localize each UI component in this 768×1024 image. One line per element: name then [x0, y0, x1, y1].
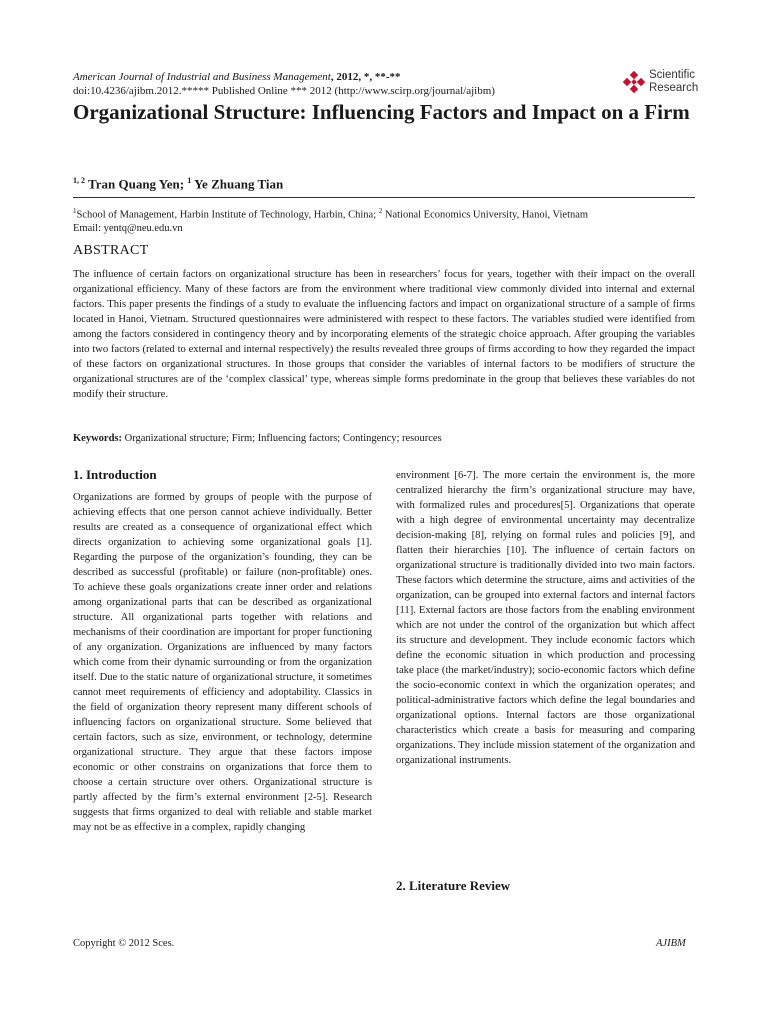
footer-journal-abbr: AJIBM	[656, 938, 686, 949]
author2-name: Ye Zhuang Tian	[191, 176, 284, 192]
publisher-line1: Scientific	[649, 69, 696, 81]
author1-affil-sup: 1, 2	[73, 176, 85, 185]
header-divider	[73, 197, 695, 198]
scirp-logo-icon	[621, 71, 647, 97]
affil2-sup: 2	[378, 207, 383, 215]
affiliation-line	[73, 205, 695, 222]
abstract-heading: ABSTRACT	[73, 243, 149, 258]
journal-name: American Journal of Industrial and Business Management	[73, 71, 331, 83]
abstract-text: The influence of certain factors on organizational structure has been in researchers’ focus for years, together with their impact on the overall organizational efficiency. Many of these factors are from the environment where traditional view commonly divided into internal and external factors. This paper presents the findings of a study to evaluate the influencing factors and impact on organizational structure of a sample of firms located in Hanoi, Vietnam. Structured questionnaires were administered with respect to these factors. The variables studied were identified from among the factors considered in contingency theory and by incorporating elements of the strategic choice approach. After grouping the variables into two factors (related to external and internal respectively) the results revealed three groups of firms according to how they regarded the impact of these factors on organizational structures. In those groups that consider the variables of internal factors to be modifiers of structure the organizational structures are of the ‘complex classical’ type, whereas simple forms predominate in the group that believes these variables do not modify their structure.	[73, 269, 695, 400]
section1-left-column: Organizations are formed by groups of people with the purpose of achieving effects that one person cannot achieve individually. Better results are created as a consequence of organizational effect which directs organization to achieving some organizational goals [1]. Regarding the purpose of the organization’s founding, they can be described as successful (profitable) or failure (non-profitable) ones. To achieve these goals organizations create inner order and relations among organizational parts that can be described as organizational structure. All organizational parts together with relations and mechanisms of their coordination are important for proper functioning of any organization. Organizations are influenced by many factors which come from their dynamic surrounding or from the organization itself. Due to the static nature of organizational structure, it sometimes cannot meet requirements of efficiency and adoptability. Classics in the field of organization theory represent many different schools of influencing factors on organizational structure. Some believed that certain factors, such as size, environment, or technology, determine organizational structure. They argue that these factors impose economic or other constrains on organizations that force them to choose a certain structure over others. Organizational structure is partly affected by the firm’s external environment [2-5]. Research suggests that firms organized to deal with reliable and stable market may not be as effective in a complex, rapidly changing	[73, 492, 372, 833]
section2-heading: 2. Literature Review	[396, 878, 511, 893]
publisher-line2: Research	[649, 82, 699, 94]
journal-citation	[73, 71, 401, 84]
affil1-text: School of Management, Harbin Institute of Technology, Harbin, China;	[76, 209, 379, 221]
author-line	[73, 176, 283, 192]
doi-line: doi:10.4236/ajibm.2012.***** Published Online *** 2012 (http://www.scirp.org/journal/ajibm)	[73, 85, 495, 97]
keywords-text: Organizational structure; Firm; Influencing factors; Contingency; resources	[122, 433, 442, 444]
affil1-sup: 1	[73, 207, 77, 215]
email-line: Email: yentq@neu.edu.vn	[73, 222, 183, 234]
publisher-logo	[621, 69, 701, 99]
journal-volume: , 2012, *, **-**	[330, 71, 401, 83]
author1-name: Tran Quang Yen;	[85, 176, 188, 192]
publisher-name	[649, 69, 698, 95]
affiliations	[73, 205, 695, 235]
section1-right-column: environment [6-7]. The more certain the environment is, the more centralized hierarchy the firm’s organizational structure may have, with formalized rules and procedures[5]. Organizations that operate with a high degree of environmental uncertainty may decentralize decision-making [8], relying on formal rules and policies [9], and flatten their hierarchies [10]. The influence of certain factors on organizational structure is traditionally divided into two main factors. These factors which determine the structure, aims and activities of the organization, can be grouped into external factors and internal factors [11]. External factors are those factors from the enabling environment which are not under the control of the organization but which affect its structure and development. They include economic factors which define the economic situation in which production and processing take place (the market/industry); socio-economic factors which define the socio-economic context in which the organization operates; and political-administrative factors which define the legal boundaries and organizational options. Internal factors are those organizational characteristics which create a basis for measuring and comparing organizations. They include mission statement of the organization and organizational instruments.	[396, 470, 695, 766]
keywords-line	[73, 432, 695, 445]
footer-copyright: Copyright © 2012 Sces.	[73, 938, 175, 949]
keywords-label: Keywords:	[73, 433, 122, 444]
affil2-text: National Economics University, Hanoi, Vietnam	[382, 209, 589, 221]
section1-heading: 1. Introduction	[73, 467, 157, 482]
author2-affil-sup: 1	[187, 176, 192, 185]
paper-title: Organizational Structure: Influencing Factors and Impact on a Firm	[73, 100, 690, 124]
